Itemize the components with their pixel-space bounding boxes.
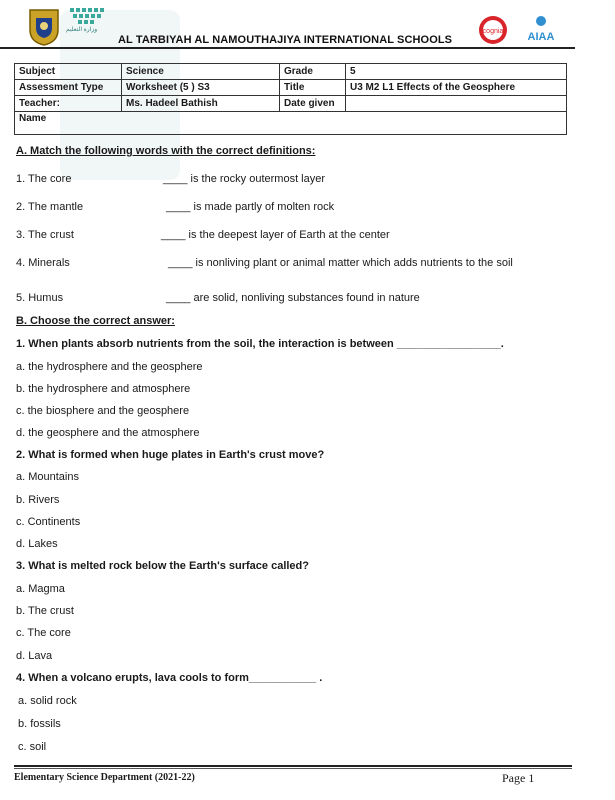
- page-number: Page 1: [502, 771, 535, 785]
- title-value: U3 M2 L1 Effects of the Geosphere: [346, 80, 567, 96]
- section-b-heading: B. Choose the correct answer:: [16, 315, 175, 327]
- match-term: 5. Humus: [16, 292, 64, 304]
- teacher-label: Teacher:: [15, 96, 122, 112]
- match-definition: ____ is the rocky outermost layer: [163, 173, 326, 185]
- aiaa-label: AIAA: [527, 31, 555, 43]
- name-label: Name: [19, 113, 47, 124]
- ministry-logo: [66, 6, 110, 38]
- answer-option[interactable]: c. The core: [16, 627, 71, 639]
- footer-divider: [14, 765, 572, 767]
- answer-option[interactable]: a. the hydrosphere and the geosphere: [16, 361, 203, 373]
- question-text: 2. What is formed when huge plates in Earth's crust move?: [16, 449, 325, 461]
- match-term: 1. The core: [16, 173, 72, 185]
- match-term: 3. The crust: [16, 229, 74, 241]
- ministry-text: وزارة التعليم: [66, 27, 98, 33]
- subject-value: Science: [122, 64, 280, 80]
- assessment-value: Worksheet (5 ) S3: [122, 80, 280, 96]
- grade-value: 5: [346, 64, 567, 80]
- answer-option[interactable]: b. the hydrosphere and atmosphere: [16, 383, 191, 395]
- match-definition: ____ are solid, nonliving substances found in nature: [166, 292, 420, 304]
- answer-option[interactable]: b. fossils: [18, 718, 61, 730]
- table-row: [15, 96, 567, 112]
- answer-option[interactable]: a. Magma: [16, 583, 65, 595]
- match-term: 2. The mantle: [16, 201, 84, 213]
- answer-option[interactable]: c. the biosphere and the geosphere: [16, 405, 190, 417]
- question-text: 3. What is melted rock below the Earth's surface called?: [16, 560, 309, 572]
- subject-label: Subject: [15, 64, 122, 80]
- question-text: 1. When plants absorb nutrients from the soil, the interaction is between _________________.: [16, 338, 504, 350]
- date-label: Date given: [280, 96, 346, 112]
- answer-option[interactable]: d. the geosphere and the atmosphere: [16, 427, 200, 439]
- date-value[interactable]: [346, 96, 567, 112]
- name-field[interactable]: [15, 112, 567, 135]
- answer-option[interactable]: b. The crust: [16, 605, 74, 617]
- footer-department: Elementary Science Department (2021-22): [14, 772, 195, 783]
- cognia-label: cognia: [482, 28, 504, 35]
- answer-option[interactable]: d. Lakes: [16, 538, 58, 550]
- question-text: 4. When a volcano erupts, lava cools to form___________ .: [16, 672, 323, 684]
- match-term: 4. Minerals: [16, 257, 70, 269]
- aiaa-logo: [521, 14, 561, 44]
- section-a-heading: A. Match the following words with the correct definitions:: [16, 145, 316, 157]
- match-definition: ____ is made partly of molten rock: [166, 201, 335, 213]
- school-crest-logo: [28, 8, 60, 46]
- answer-option[interactable]: c. Continents: [16, 516, 81, 528]
- teacher-value: Ms. Hadeel Bathish: [122, 96, 280, 112]
- worksheet-info-table: [14, 63, 567, 135]
- school-name: AL TARBIYAH AL NAMOUTHAJIYA INTERNATIONAL SCHOOLS: [118, 34, 453, 46]
- answer-option[interactable]: a. solid rock: [18, 695, 77, 707]
- table-row: [15, 64, 567, 80]
- match-definition: ____ is the deepest layer of Earth at the center: [161, 229, 390, 241]
- grade-label: Grade: [280, 64, 346, 80]
- title-label: Title: [280, 80, 346, 96]
- table-row: [15, 80, 567, 96]
- match-definition: ____ is nonliving plant or animal matter which adds nutrients to the soil: [168, 257, 513, 269]
- assessment-label: Assessment Type: [15, 80, 122, 96]
- answer-option[interactable]: a. Mountains: [16, 471, 79, 483]
- table-row: [15, 112, 567, 135]
- answer-option[interactable]: b. Rivers: [16, 494, 60, 506]
- answer-option[interactable]: d. Lava: [16, 650, 53, 662]
- answer-option[interactable]: c. soil: [18, 741, 47, 753]
- footer-divider-thin: [14, 768, 572, 769]
- header-divider: [0, 47, 575, 49]
- cognia-logo: [474, 15, 512, 45]
